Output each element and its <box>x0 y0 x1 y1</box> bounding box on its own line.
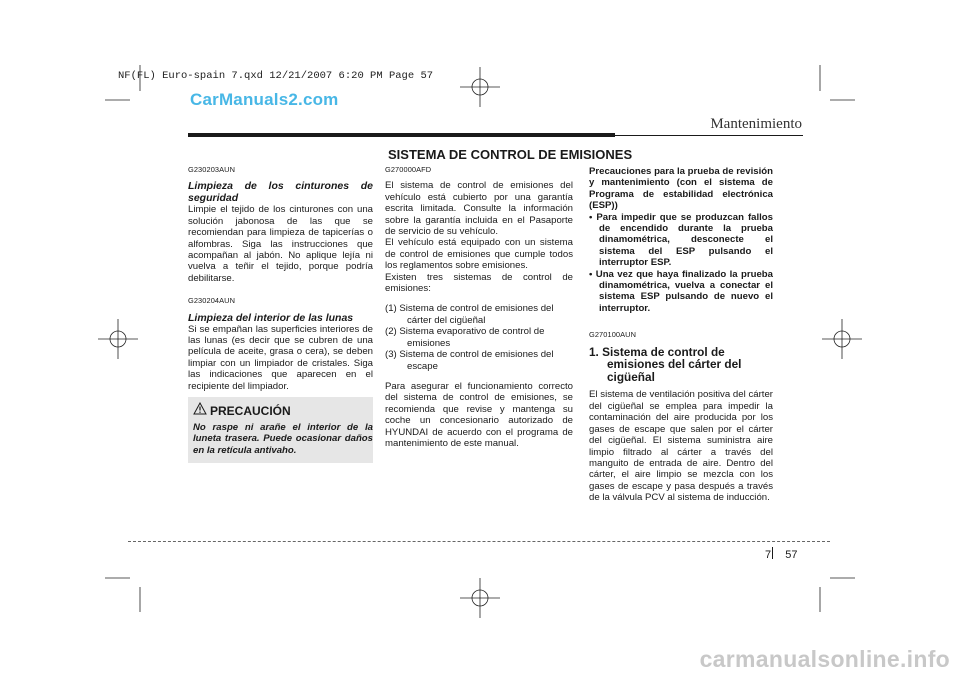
list-item: (1) Sistema de control de emisiones del cárter del cigüeñal <box>385 303 554 326</box>
page-number-separator <box>772 547 773 559</box>
caution-text: No raspe ni arañe el interior de la luneta trasera. Puede ocasionar daños en la retícula antivaho. <box>193 422 373 456</box>
footer-divider <box>128 541 830 542</box>
caution-box <box>188 397 373 463</box>
list-item: (2) Sistema evaporativo de control de emisiones <box>385 326 545 349</box>
page-num: 57 <box>785 549 798 561</box>
reference-code: G230203AUN <box>188 165 236 174</box>
paragraph: Existen tres sistemas de control de emisiones: <box>385 271 573 295</box>
list-item: • Una vez que haya finalizado la prueba dinamométrica, vuelva a conectar el sistema ESP pulsando de nuevo el interruptor. <box>589 268 773 314</box>
watermark-logo[interactable]: CarManuals2.com <box>190 90 339 109</box>
list-item: • Para impedir que se produzcan fallos de encendido durante la prueba dinamométrica, desconecte el sistema del ESP pulsando el interruptor ESP. <box>589 211 773 269</box>
print-slug: NF(FL) Euro-spain 7.qxd 12/21/2007 6:20 PM Page 57 <box>118 70 434 82</box>
list-item: (3) Sistema de control de emisiones del escape <box>385 349 554 372</box>
paragraph: Para asegurar el funcionamiento correcto del sistema de control de emisiones, se recomienda que revise y mantenga su coche un concesionario autorizado de HYUNDAI de acuerdo con el programa de mantenimiento de este manual. <box>385 380 573 449</box>
page-number <box>765 549 798 561</box>
header-rule-thick <box>188 133 615 137</box>
chapter-number: 7 <box>765 549 772 561</box>
subheading-windows: Limpieza del interior de las lunas <box>188 311 354 324</box>
reference-code: G230204AUN <box>188 296 236 306</box>
subheading-seatbelts: Limpieza de los cinturones de seguridad <box>188 180 373 205</box>
paragraph: Si se empañan las superficies interiores de las lunas (es decir que se cubren de una película de aceite, grasa o cera), se deben limpiar con un limpiador de cristales. Siga las indicaciones que aparecen en el recipiente del limpiador. <box>188 323 373 392</box>
reference-code: G270100AUN <box>589 330 637 340</box>
reference-code: G270000AFD <box>385 165 432 174</box>
paragraph: El vehículo está equipado con un sistema de control de emisiones que cumple todos los reglamentos sobre emisiones. <box>385 237 573 272</box>
esp-precautions-title: Precauciones para la prueba de revisión y mantenimiento (con el sistema de Programa de estabilidad electrónica (ESP)) <box>589 166 773 212</box>
caution-title: PRECAUCIÓN <box>210 404 291 418</box>
column-3 <box>589 166 773 504</box>
column-2 <box>385 164 573 449</box>
running-header: Mantenimiento <box>710 116 802 132</box>
warning-triangle-icon <box>193 402 207 420</box>
paragraph: Limpie el tejido de los cinturones con una solución jabonosa de las que se recomiendan para limpieza de tapicerías o alfombras. Siga las instrucciones que acompañan al jabón. No aplique lejía ni vuelva a teñir el tejido, porque podría debilitarse. <box>188 204 373 284</box>
watermark-footer[interactable]: carmanualsonline.info <box>699 646 950 672</box>
header-rule-thin <box>615 135 803 136</box>
paragraph: El sistema de ventilación positiva del cárter del cigüeñal se emplea para impedir la contaminación del aire producida por los gases de escape que salen por el cárter del cigüeñal. El sistema suministra aire limpio filtrado al cárter a través del manguito de entrada de aire. Dentro del cárter, el aire limpio se mezcla con los gases de escape y pasa después a través de la válvula PCV al sistema de inducción. <box>589 389 773 504</box>
column-1 <box>188 164 373 392</box>
section-title: SISTEMA DE CONTROL DE EMISIONES <box>388 147 633 162</box>
heading-crankcase: 1. Sistema de control de emisiones del cárter del cigüeñal <box>589 344 742 384</box>
paragraph: El sistema de control de emisiones del vehículo está cubierto por una garantía escrita limitada. Consulte la información sobre la garantía incluida en el Pasaporte de servicio de su vehículo. <box>385 180 573 238</box>
